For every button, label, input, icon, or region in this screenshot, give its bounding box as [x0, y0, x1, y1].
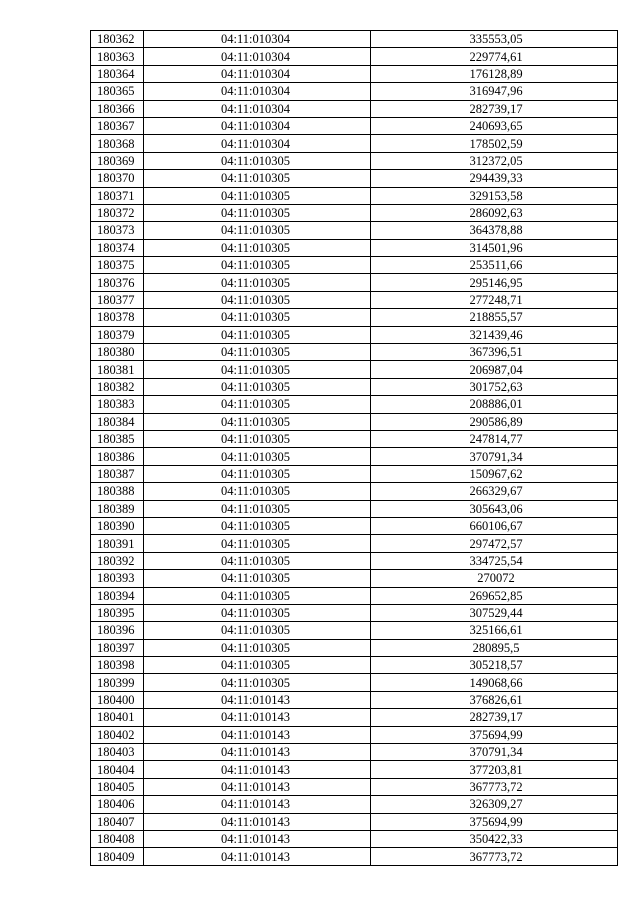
cadastral-value-cell: 334725,54: [371, 552, 618, 569]
record-number-cell: 180393: [91, 570, 144, 587]
record-number-cell: 180407: [91, 813, 144, 830]
cadastral-block-cell: 04:11:010305: [144, 483, 371, 500]
cadastral-value-cell: 270072: [371, 570, 618, 587]
cadastral-block-cell: 04:11:010305: [144, 204, 371, 221]
cadastral-block-cell: 04:11:010305: [144, 344, 371, 361]
cadastral-block-cell: 04:11:010305: [144, 430, 371, 447]
cadastral-block-cell: 04:11:010143: [144, 726, 371, 743]
table-row: [91, 187, 618, 204]
record-number-cell: 180371: [91, 187, 144, 204]
cadastral-value-cell: 325166,61: [371, 622, 618, 639]
cadastral-block-cell: 04:11:010305: [144, 170, 371, 187]
cadastral-value-cell: 229774,61: [371, 48, 618, 65]
cadastral-block-cell: 04:11:010305: [144, 309, 371, 326]
table-row: [91, 483, 618, 500]
table-row: [91, 361, 618, 378]
cadastral-value-cell: 375694,99: [371, 726, 618, 743]
record-number-cell: 180397: [91, 639, 144, 656]
cadastral-block-cell: 04:11:010143: [144, 830, 371, 847]
record-number-cell: 180370: [91, 170, 144, 187]
record-number-cell: 180363: [91, 48, 144, 65]
cadastral-block-cell: 04:11:010304: [144, 135, 371, 152]
cadastral-block-cell: 04:11:010305: [144, 570, 371, 587]
record-number-cell: 180362: [91, 31, 144, 48]
table-row: [91, 152, 618, 169]
cadastral-block-cell: 04:11:010304: [144, 48, 371, 65]
cadastral-block-cell: 04:11:010305: [144, 604, 371, 621]
record-number-cell: 180375: [91, 257, 144, 274]
record-number-cell: 180405: [91, 778, 144, 795]
table-row: [91, 65, 618, 82]
table-row: [91, 274, 618, 291]
cadastral-value-cell: 367396,51: [371, 344, 618, 361]
record-number-cell: 180386: [91, 448, 144, 465]
table-row: [91, 657, 618, 674]
table-row: [91, 830, 618, 847]
record-number-cell: 180409: [91, 848, 144, 865]
table-row: [91, 430, 618, 447]
cadastral-block-cell: 04:11:010304: [144, 83, 371, 100]
table-row: [91, 587, 618, 604]
record-number-cell: 180373: [91, 222, 144, 239]
cadastral-block-cell: 04:11:010305: [144, 587, 371, 604]
table-row: [91, 135, 618, 152]
cadastral-block-cell: 04:11:010143: [144, 744, 371, 761]
cadastral-block-cell: 04:11:010305: [144, 361, 371, 378]
table-row: [91, 674, 618, 691]
record-number-cell: 180380: [91, 344, 144, 361]
table-row: [91, 639, 618, 656]
cadastral-value-cell: 370791,34: [371, 448, 618, 465]
record-number-cell: 180394: [91, 587, 144, 604]
cadastral-value-cell: 150967,62: [371, 465, 618, 482]
table-row: [91, 726, 618, 743]
table-row: [91, 309, 618, 326]
record-number-cell: 180403: [91, 744, 144, 761]
table-row: [91, 344, 618, 361]
cadastral-value-cell: 277248,71: [371, 291, 618, 308]
cadastral-block-cell: 04:11:010305: [144, 535, 371, 552]
cadastral-value-cell: 294439,33: [371, 170, 618, 187]
record-number-cell: 180368: [91, 135, 144, 152]
cadastral-block-cell: 04:11:010305: [144, 465, 371, 482]
cadastral-block-cell: 04:11:010143: [144, 848, 371, 865]
table-row: [91, 604, 618, 621]
table-row: [91, 813, 618, 830]
cadastral-value-cell: 208886,01: [371, 396, 618, 413]
cadastral-value-cell: 314501,96: [371, 239, 618, 256]
table-row: [91, 709, 618, 726]
cadastral-block-cell: 04:11:010305: [144, 500, 371, 517]
record-number-cell: 180399: [91, 674, 144, 691]
record-number-cell: 180364: [91, 65, 144, 82]
cadastral-block-cell: 04:11:010305: [144, 274, 371, 291]
cadastral-block-cell: 04:11:010304: [144, 65, 371, 82]
table-row: [91, 396, 618, 413]
record-number-cell: 180392: [91, 552, 144, 569]
record-number-cell: 180408: [91, 830, 144, 847]
cadastral-value-cell: 295146,95: [371, 274, 618, 291]
table-row: [91, 100, 618, 117]
cadastral-value-cell: 247814,77: [371, 430, 618, 447]
table-row: [91, 326, 618, 343]
record-number-cell: 180389: [91, 500, 144, 517]
table-row: [91, 239, 618, 256]
cadastral-block-cell: 04:11:010143: [144, 761, 371, 778]
record-number-cell: 180374: [91, 239, 144, 256]
table-row: [91, 796, 618, 813]
cadastral-value-cell: 290586,89: [371, 413, 618, 430]
cadastral-block-cell: 04:11:010305: [144, 552, 371, 569]
cadastral-block-cell: 04:11:010305: [144, 413, 371, 430]
cadastral-value-cell: 149068,66: [371, 674, 618, 691]
table-row: [91, 517, 618, 534]
cadastral-value-cell: 377203,81: [371, 761, 618, 778]
cadastral-value-cell: 370791,34: [371, 744, 618, 761]
cadastral-value-cell: 326309,27: [371, 796, 618, 813]
record-number-cell: 180367: [91, 117, 144, 134]
cadastral-value-cell: 301752,63: [371, 378, 618, 395]
table-row: [91, 535, 618, 552]
cadastral-value-cell: 350422,33: [371, 830, 618, 847]
cadastral-value-cell: 253511,66: [371, 257, 618, 274]
cadastral-value-cell: 305218,57: [371, 657, 618, 674]
table-row: [91, 552, 618, 569]
registry-table-body: [91, 31, 618, 866]
table-row: [91, 291, 618, 308]
record-number-cell: 180406: [91, 796, 144, 813]
table-row: [91, 413, 618, 430]
cadastral-block-cell: 04:11:010305: [144, 517, 371, 534]
table-row: [91, 83, 618, 100]
record-number-cell: 180376: [91, 274, 144, 291]
cadastral-value-cell: 218855,57: [371, 309, 618, 326]
table-row: [91, 204, 618, 221]
table-row: [91, 848, 618, 865]
document-page: [90, 30, 617, 866]
cadastral-value-cell: 206987,04: [371, 361, 618, 378]
cadastral-block-cell: 04:11:010305: [144, 222, 371, 239]
cadastral-block-cell: 04:11:010305: [144, 152, 371, 169]
cadastral-value-cell: 376826,61: [371, 691, 618, 708]
cadastral-value-cell: 316947,96: [371, 83, 618, 100]
cadastral-value-cell: 312372,05: [371, 152, 618, 169]
registry-table: [90, 30, 618, 866]
cadastral-value-cell: 375694,99: [371, 813, 618, 830]
record-number-cell: 180378: [91, 309, 144, 326]
record-number-cell: 180369: [91, 152, 144, 169]
cadastral-block-cell: 04:11:010305: [144, 291, 371, 308]
table-row: [91, 257, 618, 274]
cadastral-value-cell: 329153,58: [371, 187, 618, 204]
record-number-cell: 180381: [91, 361, 144, 378]
cadastral-block-cell: 04:11:010305: [144, 639, 371, 656]
record-number-cell: 180384: [91, 413, 144, 430]
cadastral-block-cell: 04:11:010305: [144, 326, 371, 343]
cadastral-block-cell: 04:11:010143: [144, 796, 371, 813]
record-number-cell: 180401: [91, 709, 144, 726]
record-number-cell: 180387: [91, 465, 144, 482]
cadastral-block-cell: 04:11:010143: [144, 709, 371, 726]
cadastral-value-cell: 305643,06: [371, 500, 618, 517]
record-number-cell: 180377: [91, 291, 144, 308]
cadastral-block-cell: 04:11:010305: [144, 239, 371, 256]
cadastral-value-cell: 282739,17: [371, 709, 618, 726]
cadastral-block-cell: 04:11:010305: [144, 674, 371, 691]
cadastral-block-cell: 04:11:010305: [144, 657, 371, 674]
table-row: [91, 500, 618, 517]
cadastral-block-cell: 04:11:010305: [144, 622, 371, 639]
table-row: [91, 117, 618, 134]
table-row: [91, 465, 618, 482]
cadastral-value-cell: 297472,57: [371, 535, 618, 552]
record-number-cell: 180398: [91, 657, 144, 674]
cadastral-block-cell: 04:11:010305: [144, 378, 371, 395]
cadastral-block-cell: 04:11:010305: [144, 257, 371, 274]
cadastral-block-cell: 04:11:010304: [144, 117, 371, 134]
table-row: [91, 570, 618, 587]
record-number-cell: 180402: [91, 726, 144, 743]
cadastral-value-cell: 286092,63: [371, 204, 618, 221]
cadastral-block-cell: 04:11:010304: [144, 100, 371, 117]
cadastral-block-cell: 04:11:010305: [144, 448, 371, 465]
table-row: [91, 761, 618, 778]
record-number-cell: 180388: [91, 483, 144, 500]
cadastral-value-cell: 367773,72: [371, 848, 618, 865]
record-number-cell: 180404: [91, 761, 144, 778]
cadastral-value-cell: 282739,17: [371, 100, 618, 117]
table-row: [91, 622, 618, 639]
cadastral-value-cell: 266329,67: [371, 483, 618, 500]
table-row: [91, 691, 618, 708]
record-number-cell: 180382: [91, 378, 144, 395]
cadastral-block-cell: 04:11:010305: [144, 187, 371, 204]
cadastral-value-cell: 307529,44: [371, 604, 618, 621]
table-row: [91, 222, 618, 239]
record-number-cell: 180372: [91, 204, 144, 221]
cadastral-block-cell: 04:11:010305: [144, 396, 371, 413]
cadastral-value-cell: 321439,46: [371, 326, 618, 343]
record-number-cell: 180383: [91, 396, 144, 413]
record-number-cell: 180379: [91, 326, 144, 343]
cadastral-value-cell: 269652,85: [371, 587, 618, 604]
cadastral-value-cell: 240693,65: [371, 117, 618, 134]
cadastral-value-cell: 367773,72: [371, 778, 618, 795]
cadastral-block-cell: 04:11:010143: [144, 778, 371, 795]
record-number-cell: 180396: [91, 622, 144, 639]
record-number-cell: 180365: [91, 83, 144, 100]
table-row: [91, 31, 618, 48]
table-row: [91, 48, 618, 65]
cadastral-value-cell: 280895,5: [371, 639, 618, 656]
record-number-cell: 180391: [91, 535, 144, 552]
cadastral-value-cell: 660106,67: [371, 517, 618, 534]
record-number-cell: 180395: [91, 604, 144, 621]
table-row: [91, 448, 618, 465]
table-row: [91, 744, 618, 761]
cadastral-value-cell: 335553,05: [371, 31, 618, 48]
record-number-cell: 180400: [91, 691, 144, 708]
cadastral-value-cell: 364378,88: [371, 222, 618, 239]
cadastral-block-cell: 04:11:010143: [144, 691, 371, 708]
cadastral-block-cell: 04:11:010143: [144, 813, 371, 830]
table-row: [91, 378, 618, 395]
table-row: [91, 170, 618, 187]
record-number-cell: 180366: [91, 100, 144, 117]
record-number-cell: 180390: [91, 517, 144, 534]
cadastral-block-cell: 04:11:010304: [144, 31, 371, 48]
table-row: [91, 778, 618, 795]
cadastral-value-cell: 178502,59: [371, 135, 618, 152]
cadastral-value-cell: 176128,89: [371, 65, 618, 82]
record-number-cell: 180385: [91, 430, 144, 447]
